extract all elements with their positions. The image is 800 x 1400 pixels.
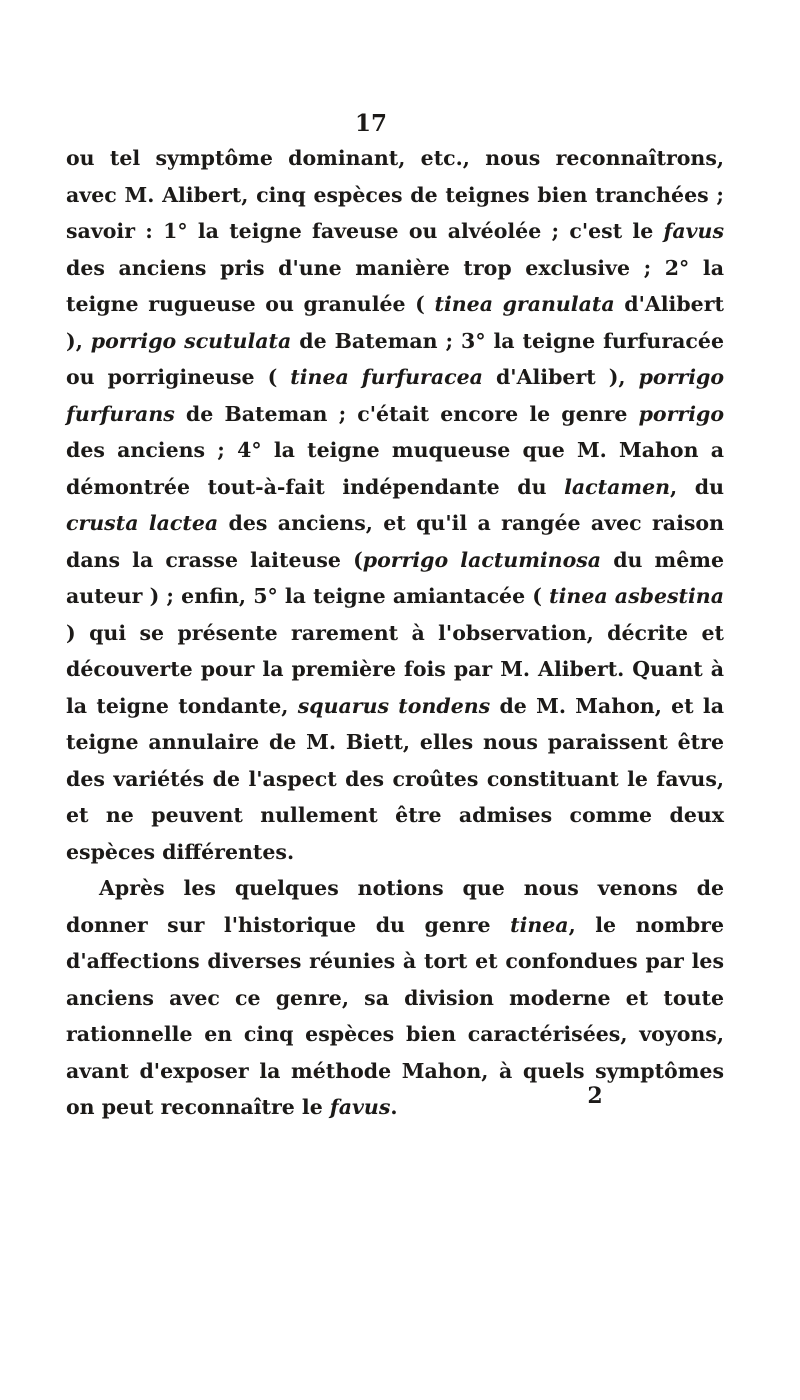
page-number: 17 [354, 110, 387, 137]
text-run: ) qui se présente rarement à l'observation, décrite et découverte pour la première fois par M. Alibert. Quant à la teigne tondante, [66, 620, 724, 718]
italic-term: squarus tondens [297, 693, 491, 718]
text-run: d'Alibert ), [482, 365, 639, 389]
signature-mark: 2 [587, 1083, 603, 1109]
text-run: Après les quelques notions que nous venons de donner sur l'historique du genre [66, 876, 724, 937]
italic-term: porrigo [638, 401, 724, 426]
paragraph-classification [66, 140, 724, 870]
text-run: des anciens pris d'une manière trop exclusive ; 2° la teigne rugueuse ou granulée ( [66, 255, 724, 316]
text-run: d'Alibert ), [66, 292, 724, 353]
text-run: de Bateman ; 3° la teigne furfuracée ou porrigineuse ( [66, 328, 724, 389]
text-run: de Bateman ; c'était encore le genre [174, 401, 639, 426]
text-run: ou tel symptôme dominant, etc., nous reconnaîtrons, avec M. Alibert, cinq espèces de teignes bien tranchées ; savoir : 1° la teigne faveuse ou alvéolée ; c'est le [66, 146, 724, 243]
italic-term: porrigo scutulata [90, 328, 292, 353]
italic-term: porrigo lactuminosa [362, 547, 602, 572]
italic-term: favus [663, 219, 724, 243]
italic-term: tinea furfuracea [290, 365, 483, 389]
text-run: des anciens ; 4° la teigne muqueuse que M. Mahon a démontrée tout-à-fait indépendante du [66, 438, 724, 499]
italic-term: crusta lactea [66, 511, 219, 535]
text-run: de M. Mahon, et la teigne annulaire de M. Biett, elles nous paraissent être des variétés de l'aspect des croûtes constituant le favus, et ne peuvent nullement être admises comme deux espèces différentes. [66, 693, 724, 864]
text-run: , du [670, 474, 724, 499]
italic-term: porrigo furfurans [66, 365, 724, 426]
italic-term: tinea asbestina [549, 584, 724, 608]
italic-term: tinea [510, 912, 569, 937]
italic-term: lactamen [564, 474, 671, 499]
italic-term: favus [329, 1095, 391, 1119]
text-run: des anciens, et qu'il a rangée avec raison dans la crasse laiteuse ( [66, 511, 724, 572]
text-run: , le nombre d'affections diverses réunies à tort et confondues par les anciens avec ce genre, sa division moderne et toute rationnelle en cinq espèces bien caractérisées, voyons, avant d'exposer la méthode Mahon, à quels symptômes on peut reconnaître le [66, 912, 725, 1119]
italic-term: tinea granulata [434, 292, 615, 316]
body-text [66, 140, 724, 1126]
text-run: . [390, 1095, 398, 1119]
text-run: du même auteur ) ; enfin, 5° la teigne amiantacée ( [66, 547, 724, 608]
